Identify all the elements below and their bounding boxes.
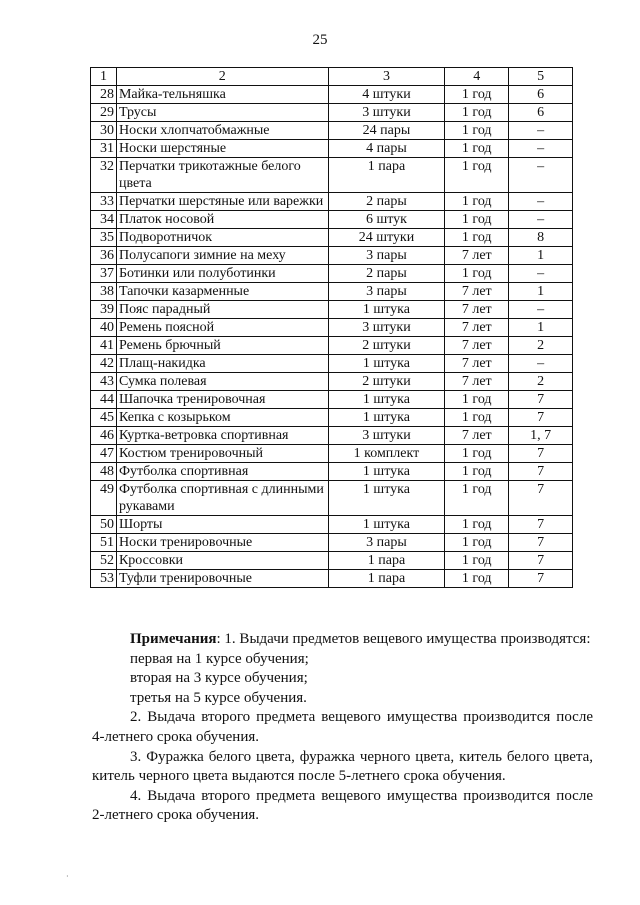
- cell-note: 6: [509, 104, 573, 122]
- cell-num: 30: [91, 122, 117, 140]
- cell-term: 1 год: [445, 409, 509, 427]
- cell-name: Носки тренировочные: [116, 534, 328, 552]
- cell-name: Платок носовой: [116, 211, 328, 229]
- cell-num: 45: [91, 409, 117, 427]
- cell-name: Носки хлопчатобмажные: [116, 122, 328, 140]
- table-body: [91, 86, 573, 588]
- table-row: [91, 463, 573, 481]
- cell-name: Трусы: [116, 104, 328, 122]
- cell-note: 8: [509, 229, 573, 247]
- cell-note: –: [509, 301, 573, 319]
- cell-note: –: [509, 158, 573, 193]
- cell-name: Футболка спортивная с длинными рукавами: [116, 481, 328, 516]
- cell-name: Туфли тренировочные: [116, 570, 328, 588]
- cell-name: Майка-тельняшка: [116, 86, 328, 104]
- cell-name: Перчатки шерстяные или варежки: [116, 193, 328, 211]
- cell-note: 7: [509, 534, 573, 552]
- cell-num: 43: [91, 373, 117, 391]
- cell-qty: 1 пара: [328, 158, 445, 193]
- cell-note: 1: [509, 319, 573, 337]
- table-row: [91, 229, 573, 247]
- cell-qty: 1 штука: [328, 516, 445, 534]
- cell-num: 51: [91, 534, 117, 552]
- cell-name: Ремень брючный: [116, 337, 328, 355]
- cell-num: 31: [91, 140, 117, 158]
- cell-note: 7: [509, 409, 573, 427]
- cell-num: 37: [91, 265, 117, 283]
- cell-note: 7: [509, 463, 573, 481]
- note-3: 3. Фуражка белого цвета, фуражка черного цвета, китель белого цвета, китель черного цвета выдаются после 5-летнего срока обучения.: [92, 748, 593, 785]
- header-col-5: 5: [509, 68, 573, 86]
- table-row: [91, 481, 573, 516]
- cell-qty: 1 штука: [328, 409, 445, 427]
- table-row: [91, 140, 573, 158]
- cell-qty: 2 пары: [328, 193, 445, 211]
- cell-num: 44: [91, 391, 117, 409]
- cell-qty: 3 пары: [328, 283, 445, 301]
- cell-num: 52: [91, 552, 117, 570]
- cell-num: 40: [91, 319, 117, 337]
- cell-note: 1: [509, 283, 573, 301]
- header-col-1: 1: [91, 68, 117, 86]
- cell-note: 2: [509, 337, 573, 355]
- table-row: [91, 158, 573, 193]
- cell-num: 48: [91, 463, 117, 481]
- cell-name: Костюм тренировочный: [116, 445, 328, 463]
- cell-term: 7 лет: [445, 283, 509, 301]
- cell-note: 7: [509, 552, 573, 570]
- cell-name: Ремень поясной: [116, 319, 328, 337]
- cell-term: 7 лет: [445, 373, 509, 391]
- cell-qty: 1 пара: [328, 570, 445, 588]
- table-row: [91, 301, 573, 319]
- table-row: [91, 337, 573, 355]
- cell-note: –: [509, 355, 573, 373]
- cell-name: Подворотничок: [116, 229, 328, 247]
- cell-note: –: [509, 122, 573, 140]
- cell-name: Футболка спортивная: [116, 463, 328, 481]
- cell-note: –: [509, 140, 573, 158]
- cell-qty: 2 штуки: [328, 373, 445, 391]
- cell-qty: 4 штуки: [328, 86, 445, 104]
- cell-term: 1 год: [445, 122, 509, 140]
- cell-name: Шорты: [116, 516, 328, 534]
- cell-name: Пояс парадный: [116, 301, 328, 319]
- cell-qty: 1 комплект: [328, 445, 445, 463]
- page-number: 25: [312, 32, 328, 48]
- cell-term: 1 год: [445, 516, 509, 534]
- cell-num: 53: [91, 570, 117, 588]
- cell-num: 34: [91, 211, 117, 229]
- table-row: [91, 445, 573, 463]
- cell-note: 7: [509, 570, 573, 588]
- table-row: [91, 373, 573, 391]
- cell-qty: 2 штуки: [328, 337, 445, 355]
- table-row: [91, 427, 573, 445]
- table-row: [91, 104, 573, 122]
- note-2: 2. Выдача второго предмета вещевого имущества производится после 4-летнего срока обучения.: [92, 709, 593, 745]
- cell-name: Полусапоги зимние на меху: [116, 247, 328, 265]
- cell-name: Ботинки или полуботинки: [116, 265, 328, 283]
- table-row: [91, 319, 573, 337]
- cell-name: Перчатки трикотажные белого цвета: [116, 158, 328, 193]
- cell-num: 28: [91, 86, 117, 104]
- cell-term: 1 год: [445, 481, 509, 516]
- cell-name: Кроссовки: [116, 552, 328, 570]
- cell-term: 1 год: [445, 391, 509, 409]
- cell-num: 32: [91, 158, 117, 193]
- cell-term: 7 лет: [445, 319, 509, 337]
- note-1-second: вторая на 3 курсе обучения;: [130, 670, 308, 687]
- cell-term: 1 год: [445, 570, 509, 588]
- cell-qty: 1 штука: [328, 463, 445, 481]
- cell-term: 7 лет: [445, 301, 509, 319]
- header-col-2: 2: [116, 68, 328, 86]
- cell-qty: 4 пары: [328, 140, 445, 158]
- cell-term: 1 год: [445, 104, 509, 122]
- cell-name: Шапочка тренировочная: [116, 391, 328, 409]
- table-row: [91, 534, 573, 552]
- cell-qty: 3 штуки: [328, 104, 445, 122]
- cell-term: 1 год: [445, 229, 509, 247]
- table-row: [91, 283, 573, 301]
- cell-term: 1 год: [445, 445, 509, 463]
- cell-qty: 2 пары: [328, 265, 445, 283]
- cell-num: 47: [91, 445, 117, 463]
- cell-term: 1 год: [445, 86, 509, 104]
- cell-num: 41: [91, 337, 117, 355]
- cell-name: Плащ-накидка: [116, 355, 328, 373]
- cell-num: 42: [91, 355, 117, 373]
- cell-note: 7: [509, 481, 573, 516]
- table-row: [91, 516, 573, 534]
- table-row: [91, 355, 573, 373]
- cell-qty: 1 пара: [328, 552, 445, 570]
- cell-num: 46: [91, 427, 117, 445]
- table-row: [91, 409, 573, 427]
- cell-qty: 3 штуки: [328, 427, 445, 445]
- cell-name: Тапочки казарменные: [116, 283, 328, 301]
- note-1: [92, 630, 593, 650]
- cell-num: 29: [91, 104, 117, 122]
- cell-term: 1 год: [445, 265, 509, 283]
- cell-name: Носки шерстяные: [116, 140, 328, 158]
- table-row: [91, 86, 573, 104]
- cell-num: 35: [91, 229, 117, 247]
- cell-note: 2: [509, 373, 573, 391]
- table-row: [91, 391, 573, 409]
- cell-num: 33: [91, 193, 117, 211]
- cell-num: 36: [91, 247, 117, 265]
- cell-num: 39: [91, 301, 117, 319]
- cell-note: –: [509, 193, 573, 211]
- cell-note: 7: [509, 516, 573, 534]
- cell-term: 1 год: [445, 158, 509, 193]
- cell-note: –: [509, 211, 573, 229]
- cell-qty: 1 штука: [328, 355, 445, 373]
- cell-term: 7 лет: [445, 427, 509, 445]
- note-1-text: : 1. Выдачи предметов вещевого имущества производятся:: [216, 631, 591, 647]
- cell-qty: 24 штуки: [328, 229, 445, 247]
- cell-note: 7: [509, 391, 573, 409]
- table-header-row: [91, 68, 573, 86]
- cell-qty: 3 пары: [328, 247, 445, 265]
- cell-qty: 1 штука: [328, 391, 445, 409]
- cell-num: 49: [91, 481, 117, 516]
- cell-qty: 24 пары: [328, 122, 445, 140]
- cell-term: 1 год: [445, 193, 509, 211]
- table-row: [91, 211, 573, 229]
- cell-name: Куртка-ветровка спортивная: [116, 427, 328, 445]
- cell-term: 1 год: [445, 534, 509, 552]
- cell-term: 7 лет: [445, 355, 509, 373]
- cell-qty: 6 штук: [328, 211, 445, 229]
- cell-num: 38: [91, 283, 117, 301]
- note-1-first: первая на 1 курсе обучения;: [130, 650, 309, 667]
- table-row: [91, 570, 573, 588]
- notes-section: [92, 630, 593, 826]
- table-row: [91, 247, 573, 265]
- cell-num: 50: [91, 516, 117, 534]
- cell-qty: 3 пары: [328, 534, 445, 552]
- cell-term: 7 лет: [445, 247, 509, 265]
- cell-note: 1: [509, 247, 573, 265]
- cell-name: Кепка с козырьком: [116, 409, 328, 427]
- table-row: [91, 122, 573, 140]
- cell-term: 7 лет: [445, 337, 509, 355]
- scan-mark: ·: [66, 872, 69, 881]
- cell-note: 6: [509, 86, 573, 104]
- note-1-third: третья на 5 курсе обучения.: [130, 689, 307, 706]
- cell-term: 1 год: [445, 552, 509, 570]
- table-row: [91, 265, 573, 283]
- notes-title: Примечания: [130, 631, 217, 647]
- cell-note: 7: [509, 445, 573, 463]
- cell-note: –: [509, 265, 573, 283]
- cell-term: 1 год: [445, 463, 509, 481]
- cell-qty: 3 штуки: [328, 319, 445, 337]
- header-col-3: 3: [328, 68, 445, 86]
- note-4: 4. Выдача второго предмета вещевого имущества производится после 2-летнего срока обучения.: [92, 787, 593, 824]
- table-row: [91, 193, 573, 211]
- cell-name: Сумка полевая: [116, 373, 328, 391]
- items-table: [90, 67, 573, 588]
- header-col-4: 4: [445, 68, 509, 86]
- cell-qty: 1 штука: [328, 481, 445, 516]
- table-row: [91, 552, 573, 570]
- cell-term: 1 год: [445, 211, 509, 229]
- cell-qty: 1 штука: [328, 301, 445, 319]
- cell-note: 1, 7: [509, 427, 573, 445]
- cell-term: 1 год: [445, 140, 509, 158]
